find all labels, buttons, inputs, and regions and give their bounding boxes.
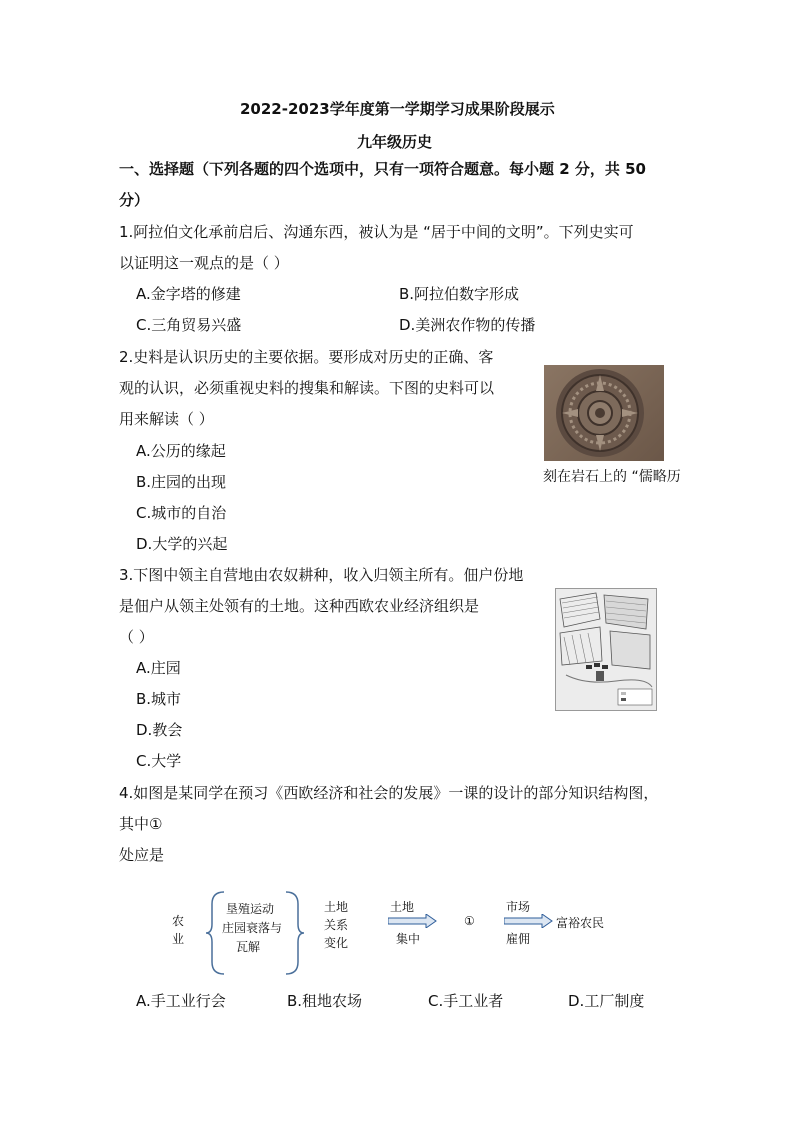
q2-stem-line3: 用来解读（ ） <box>119 410 214 428</box>
q3-stem-line3: （ ） <box>119 628 154 646</box>
julian-calendar-stone-image <box>544 365 664 461</box>
diagram-arrow1-top-label: 土地 <box>390 900 415 914</box>
q1-option-c: C.三角贸易兴盛 <box>136 316 242 334</box>
diagram-land-relation-3: 变化 <box>324 936 349 950</box>
page-title: 2022-2023学年度第一学期学习成果阶段展示 <box>240 100 555 118</box>
diagram-reclamation-movement: 垦殖运动 <box>226 902 275 916</box>
diagram-disintegration: 瓦解 <box>236 940 261 954</box>
q1-stem-line1: 1.阿拉伯文化承前启后、沟通东西，被认为是 “居于中间的文明”。下列史实可 <box>119 223 634 241</box>
page-subtitle: 九年级历史 <box>357 133 433 151</box>
diagram-blank-circle-label: ① <box>464 914 475 928</box>
q4-stem-line2: 其中① <box>119 815 163 833</box>
q2-image-caption: 刻在岩石上的 “儒略历 <box>543 469 681 485</box>
q2-option-b: B.庄园的出现 <box>136 473 227 491</box>
diagram-arrow1-bottom-label: 集中 <box>396 932 421 946</box>
q4-option-c: C.手工业者 <box>428 992 504 1010</box>
q2-option-d: D.大学的兴起 <box>136 535 228 553</box>
q4-option-b: B.租地农场 <box>287 992 363 1010</box>
diagram-agriculture-char-1: 农 <box>172 914 185 928</box>
diagram-agriculture-char-2: 业 <box>172 932 185 946</box>
right-arrow-icon <box>388 914 438 928</box>
right-brace-icon <box>282 890 306 976</box>
diagram-arrow2-top-label: 市场 <box>506 900 531 914</box>
diagram-result-label: 富裕农民 <box>556 916 605 930</box>
q2-stem-line2: 观的认识，必须重视史料的搜集和解读。下图的史料可以 <box>119 379 495 397</box>
q4-stem-line1: 4.如图是某同学在预习《西欧经济和社会的发展》一课的设计的部分知识结构图， <box>119 784 659 802</box>
q3-option-a: A.庄园 <box>136 659 181 677</box>
q2-stem-line1: 2.史料是认识历史的主要依据。要形成对历史的正确、客 <box>119 348 494 366</box>
q1-option-b: B.阿拉伯数字形成 <box>399 285 520 303</box>
diagram-land-relation-1: 土地 <box>324 900 349 914</box>
q3-stem-line1: 3.下图中领主自营地由农奴耕种，收入归领主所有。佃户份地 <box>119 566 524 584</box>
diagram-arrow2-bottom-label: 雇佣 <box>506 932 531 946</box>
manor-map-image <box>555 588 657 711</box>
diagram-manor-decline: 庄园衰落与 <box>222 921 283 935</box>
calendar-stone-icon <box>544 365 664 461</box>
q1-stem-line2: 以证明这一观点的是（ ） <box>119 254 289 272</box>
q3-option-b: B.城市 <box>136 690 182 708</box>
manor-map-icon <box>556 589 656 710</box>
q2-option-a: A.公历的缘起 <box>136 442 226 460</box>
q2-option-c: C.城市的自治 <box>136 504 227 522</box>
q4-stem-line3: 处应是 <box>119 846 165 864</box>
q1-option-d: D.美洲农作物的传播 <box>399 316 536 334</box>
q3-stem-line2: 是佃户从领主处领有的土地。这种西欧农业经济组织是 <box>119 597 480 615</box>
knowledge-structure-diagram <box>160 888 640 978</box>
q3-option-d: D.教会 <box>136 721 183 739</box>
q4-option-d: D.工厂制度 <box>568 992 645 1010</box>
q1-option-a: A.金字塔的修建 <box>136 285 241 303</box>
q4-option-a: A.手工业行会 <box>136 992 226 1010</box>
diagram-land-relation-2: 关系 <box>324 918 349 932</box>
section-heading: 一、选择题（下列各题的四个选项中，只有一项符合题意。每小题 2 分，共 50 <box>119 160 646 178</box>
section-heading-cont: 分） <box>119 191 150 209</box>
right-arrow-icon-2 <box>504 914 554 928</box>
q3-option-c: C.大学 <box>136 752 182 770</box>
